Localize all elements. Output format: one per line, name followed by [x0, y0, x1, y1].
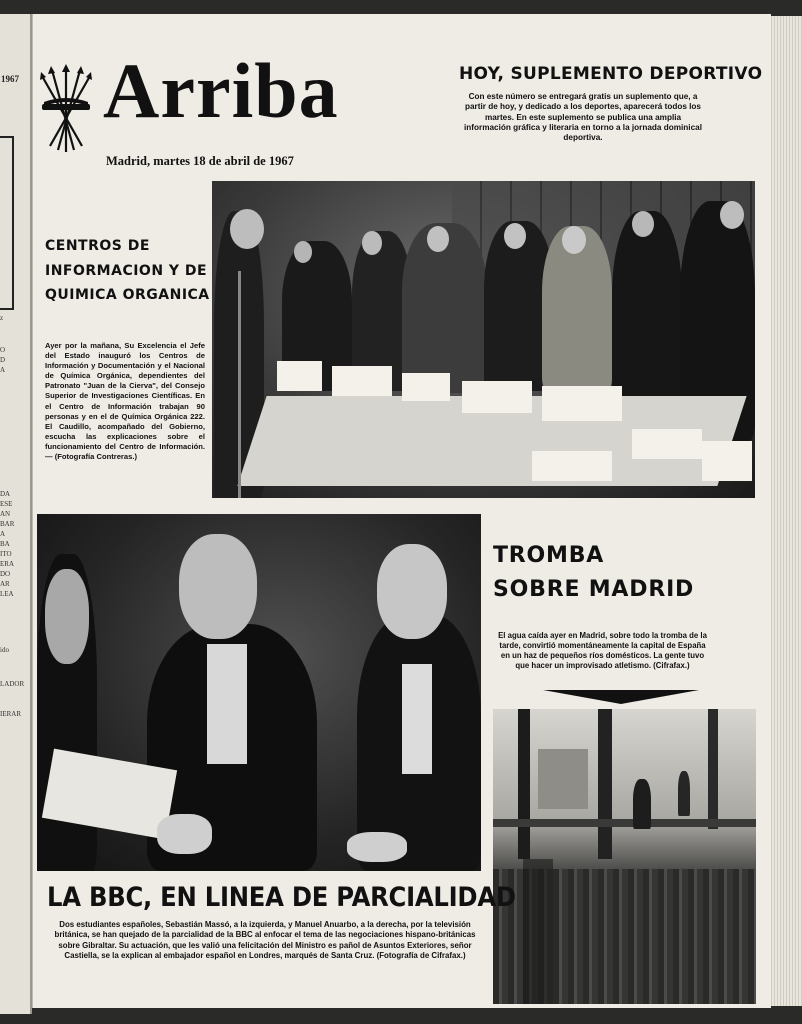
tromba-headline-line: TROMBA: [493, 543, 605, 568]
previous-page-snippet: DO: [0, 570, 11, 578]
previous-page-edge: [0, 14, 32, 1014]
previous-page-snippet: D: [0, 356, 6, 364]
previous-page-snippet: BAR: [0, 520, 15, 528]
bbc-students-photo: [37, 514, 481, 871]
bbc-caption: Dos estudiantes españoles, Sebastián Massó, a la izquierda, y Manuel Anuarbo, a la derecha, por la televisión británica, se han quejado de la parcialidad de la BBC al enfocar el tema de las negociaciones hispano-británicas sobre Gibraltar. Su actuación, que les valió una felicitación del Ministro es pañol de Asuntos Exteriores, señor Castiella, se la explican al embajador español en Londres, marqués de Santa Cruz. (Fotografía de Cifrafax.): [54, 920, 476, 960]
tromba-headline: [493, 539, 694, 607]
previous-page-snippet: ERA: [0, 560, 14, 568]
previous-page-snippet: LEA: [0, 590, 14, 598]
previous-page-snippet: ido: [0, 646, 9, 654]
madrid-rain-photo: [493, 709, 756, 1004]
previous-page-snippet: ITO: [0, 550, 12, 558]
tromba-caption: El agua caída ayer en Madrid, sobre todo la tromba de la tarde, convirtió momentáneamente la capital de España en un haz de pequeños ríos domésticos. La gente tuvo que hacer un improvisado atletismo. (Cifrafax.): [498, 631, 707, 671]
dateline: Madrid, martes 18 de abril de 1967: [106, 154, 294, 168]
inauguration-photo: [212, 181, 755, 498]
previous-page-snippet: LADOR: [0, 680, 25, 688]
masthead-title: Arriba: [103, 47, 339, 134]
supplement-headline: HOY, SUPLEMENTO DEPORTIVO: [459, 64, 763, 84]
tromba-headline-line: SOBRE MADRID: [493, 577, 695, 603]
previous-page-snippet: z: [0, 314, 4, 322]
yoke-and-arrows-icon: [38, 64, 94, 156]
previous-page-snippet: BA: [0, 540, 10, 548]
newspaper-page: [32, 14, 771, 1008]
previous-page-snippet: O: [0, 346, 6, 354]
down-arrow-icon: [543, 690, 699, 704]
page-stack-edge: [766, 16, 802, 1006]
centros-headline-line: INFORMACION Y DE: [45, 262, 208, 279]
previous-page-snippet: A: [0, 530, 6, 538]
centros-headline-line: CENTROS DE: [45, 238, 150, 254]
previous-page-snippet: AR: [0, 580, 10, 588]
previous-page-snippet: IERAR: [0, 710, 21, 718]
bbc-headline: LA BBC, EN LINEA DE PARCIALIDAD: [47, 882, 516, 913]
previous-page-frame: [0, 136, 14, 310]
supplement-text: Con este número se entregará gratis un suplemento que, a partir de hoy, y dedicado a los deportes, aparecerá todos los martes. En este suplemento se publica una amplia información gráfica y literaria en torno a la jornada dominical deportiva.: [464, 92, 702, 142]
centros-caption: Ayer por la mañana, Su Excelencia el Jefe del Estado inauguró los Centros de Información y Documentación y el Nacional de Química Orgánica, dependientes del Patronato "Juan de la Cierva", del Consejo Superior de Investigaciones Científicas. En el Centro de Información trabajan 90 personas y en el de Química Orgánica 222. El Caudillo, acompañado del Gobierno, escucha las explicaciones sobre el funcionamiento del Centro de Información. — (Fotografía Contreras.): [45, 341, 205, 462]
previous-page-snippet: A: [0, 366, 6, 374]
previous-page-snippet: AN: [0, 510, 11, 518]
previous-page-snippet: DA: [0, 490, 11, 498]
previous-page-year: 1967: [1, 74, 19, 84]
centros-headline: [45, 234, 210, 308]
previous-page-snippet: ESE: [0, 500, 13, 508]
centros-headline-line: QUIMICA ORGANICA: [45, 287, 210, 303]
